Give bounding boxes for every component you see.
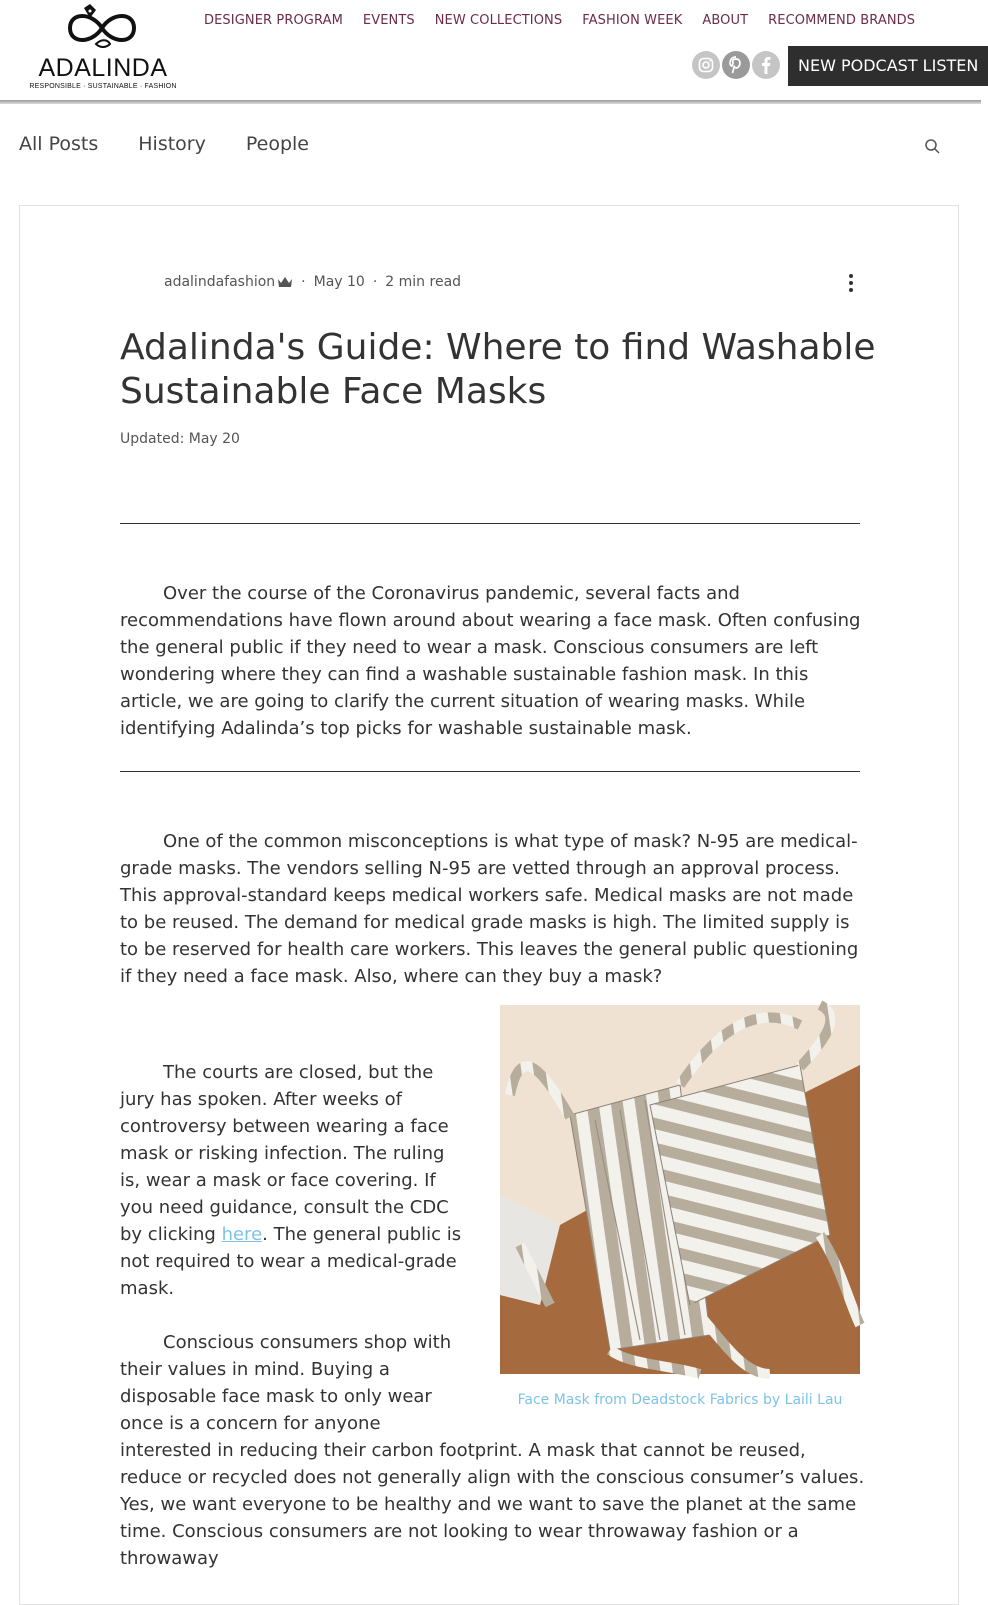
facebook-icon[interactable] [752, 51, 780, 79]
search-icon[interactable] [924, 138, 942, 156]
header-divider [0, 100, 981, 104]
category-history[interactable]: History [138, 133, 206, 155]
body-paragraph [120, 1059, 465, 1302]
paragraph-text: The courts are closed, but the jury has spoken. After weeks of controversy between wearing a face mask or risking infection. The ruling is, wear a mask or face covering. If you need guidance, consult the CDC by clicking [120, 1062, 449, 1245]
social-links [692, 51, 780, 79]
post-meta [164, 274, 461, 290]
paragraph-text: . The general public is not required to wear a medical-grade mask. [120, 1224, 462, 1299]
nav-about[interactable]: ABOUT [702, 13, 749, 28]
body-paragraph: One of the common misconceptions is what type of mask? N-95 are medical-grade masks. The vendors selling N-95 are vetted through an approval process. This approval-standard keeps medical workers safe. Medical masks are not made to be reused. The demand for medical grade masks is high. The limited supply is to be reserved for health care workers. This leaves the general public questioning if they need a face mask. Also, where can they buy a mask? [120, 831, 859, 987]
brand-tagline: RESPONSIBLE · SUSTAINABLE · FASHION [29, 83, 177, 90]
divider [120, 771, 860, 772]
read-time: 2 min read [385, 274, 462, 290]
cdc-link[interactable]: here [221, 1224, 263, 1245]
nav-recommend-brands[interactable]: RECOMMEND BRANDS [768, 13, 916, 28]
body-paragraph: interested in reducing their carbon footprint. A mask that cannot be reused, reduce or recycled does not generally align with the conscious consumer’s values. Yes, we want everyone to be healthy and we want to save the planet at the same time. Conscious consumers are not looking to wear throwaway fashion or a throwaway [120, 1440, 865, 1569]
updated-date: Updated: May 20 [120, 431, 240, 447]
category-people[interactable]: People [245, 133, 309, 155]
intro-paragraph: Over the course of the Coronavirus pandemic, several facts and recommendations have flown around about wearing a face mask. Often confusing the general public if they need to wear a mask. Conscious consumers are left wondering where they can find a washable sustainable fashion mask. In this article, we are going to clarify the current situation of wearing masks. While identifying Adalinda’s top picks for washable sustainable mask. [120, 583, 861, 739]
main-nav [204, 13, 935, 28]
nav-fashion-week[interactable]: FASHION WEEK [582, 13, 683, 28]
infinity-logo-icon [62, 4, 142, 52]
site-header [0, 0, 981, 100]
blog-categories [19, 133, 349, 155]
brand-logo[interactable] [22, 4, 182, 94]
meta-separator: · [372, 274, 378, 290]
more-actions-icon[interactable] [846, 272, 856, 294]
image-caption: Face Mask from Deadstock Fabrics by Laili Lau [517, 1392, 843, 1408]
nav-events[interactable]: EVENTS [362, 13, 415, 28]
pinterest-icon[interactable] [722, 51, 750, 79]
post-card [19, 205, 959, 1605]
podcast-button[interactable]: NEW PODCAST LISTEN [788, 46, 988, 86]
admin-crown-icon [277, 276, 293, 288]
brand-name: ADALINDA [38, 54, 168, 82]
post-title: Adalinda's Guide: Where to find Washable Sustainable Face Masks [120, 327, 876, 412]
author-name[interactable]: adalindafashion [164, 274, 276, 290]
post-date: May 10 [313, 274, 365, 290]
body-paragraph: Conscious consumers shop with their values in mind. Buying a disposable face mask to only wear once is a concern for anyone [120, 1332, 452, 1434]
nav-designer-program[interactable]: DESIGNER PROGRAM [204, 13, 343, 28]
meta-separator: · [301, 274, 306, 290]
nav-new-collections[interactable]: NEW COLLECTIONS [434, 13, 563, 28]
face-mask-photo[interactable] [500, 1005, 860, 1374]
divider [120, 523, 860, 524]
category-all-posts[interactable]: All Posts [19, 133, 99, 155]
instagram-icon[interactable] [692, 51, 720, 79]
